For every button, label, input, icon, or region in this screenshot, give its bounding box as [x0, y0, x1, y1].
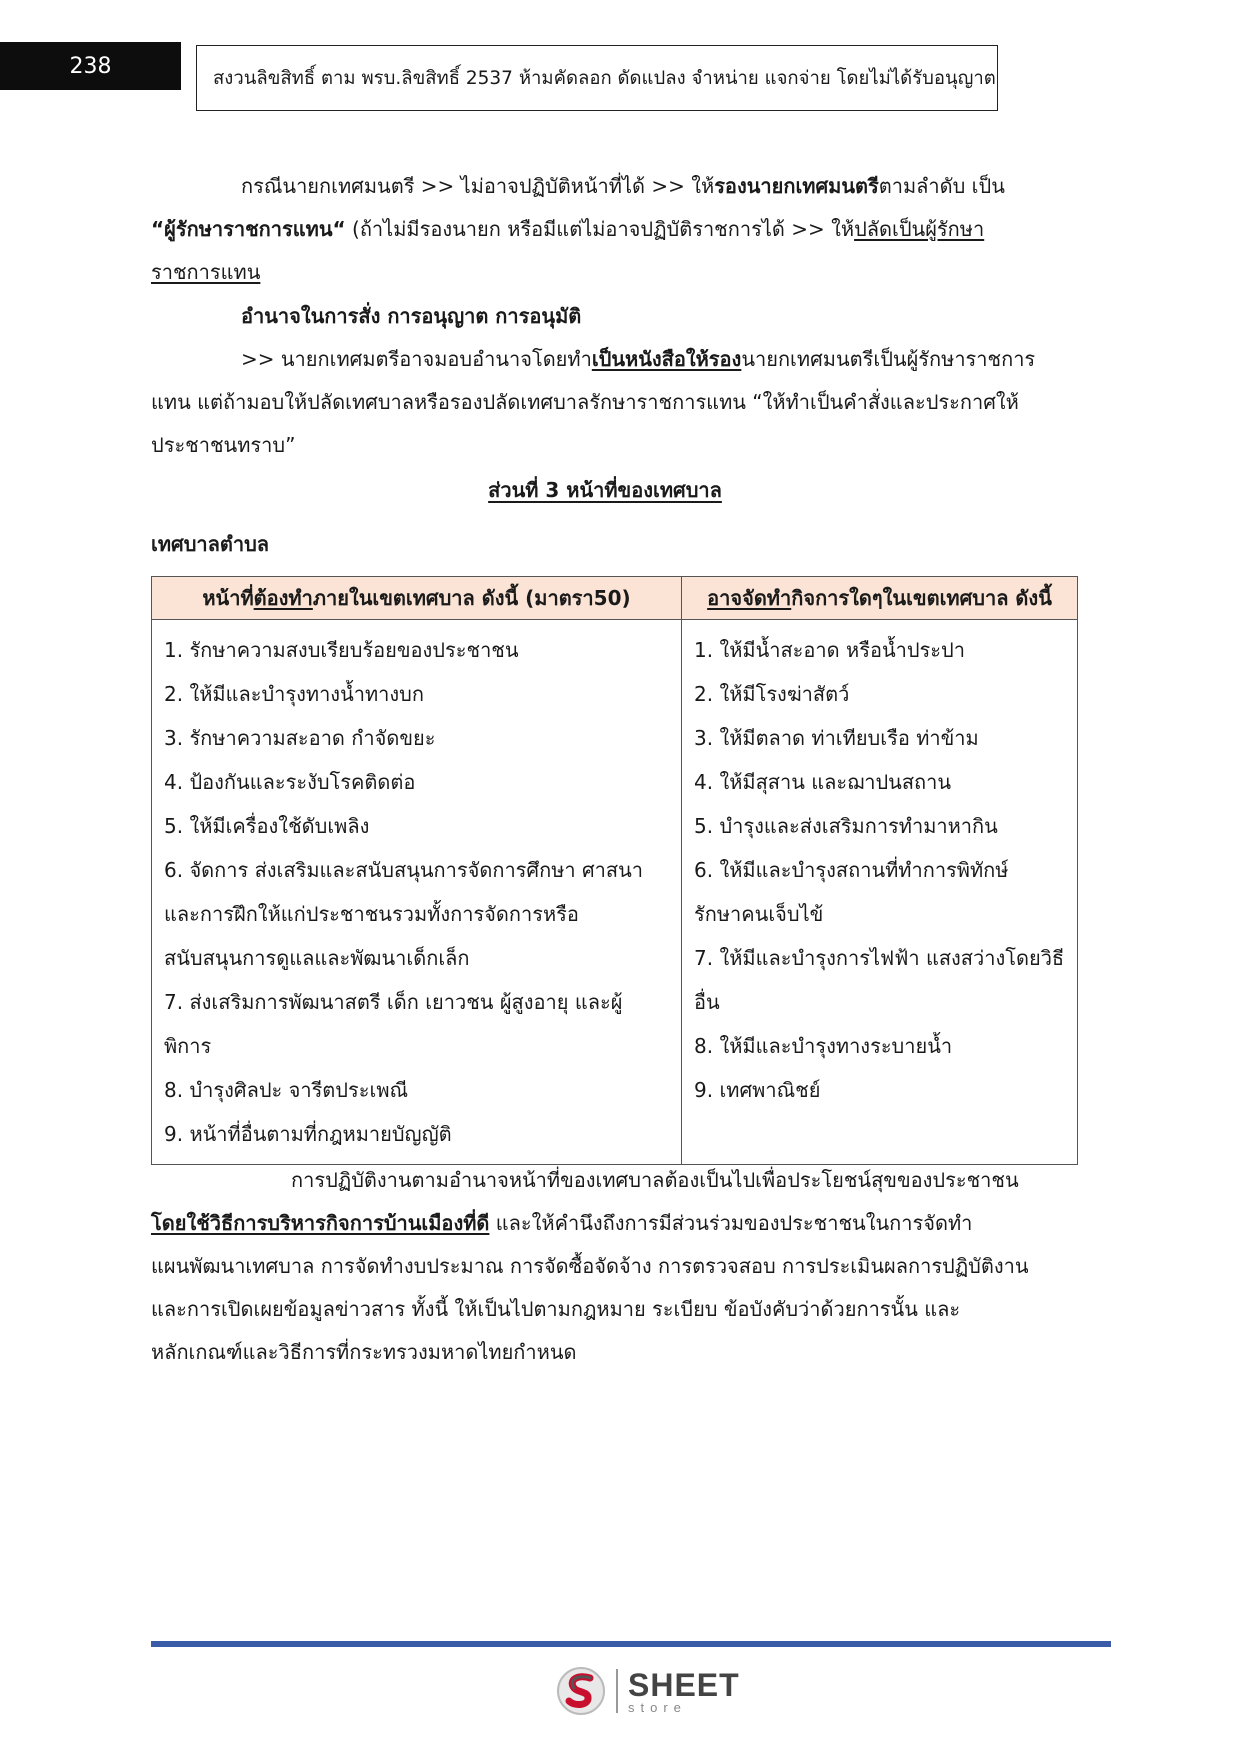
- list-item: 4. ป้องกันและระงับโรคติดต่อ: [164, 770, 416, 794]
- list-item: 6. จัดการ ส่งเสริมและสนับสนุนการจัดการศึกษา ศาสนา: [164, 858, 644, 882]
- list-item: 8. บำรุงศิลปะ จารีตประเพณี: [164, 1078, 409, 1102]
- copyright-text: สงวนลิขสิทธิ์ ตาม พรบ.ลิขสิทธิ์ 2537 ห้ามคัดลอก ดัดแปลง จำหน่าย แจกจ่าย โดยไม่ได้รับอนุญาต: [213, 67, 996, 89]
- list-item: 3. รักษาความสะอาด กำจัดขยะ: [164, 726, 436, 750]
- section-title: ส่วนที่ 3 หน้าที่ของเทศบาล: [488, 478, 722, 502]
- table-row: [152, 620, 1078, 1165]
- footer-divider: [151, 1641, 1111, 1647]
- header-text: ภายในเขตเทศบาล ดังนี้ (มาตรา50): [312, 586, 631, 610]
- list-item: อื่น: [694, 990, 720, 1014]
- list-item: 7. ส่งเสริมการพัฒนาสตรี เด็ก เยาวชน ผู้สูงอายุ และผู้: [164, 990, 623, 1014]
- logo-separator: [616, 1669, 618, 1713]
- mandatory-duties-cell: [152, 620, 682, 1165]
- page-number: 238: [0, 42, 181, 90]
- closing-line-4: และการเปิดเผยข้อมูลข่าวสาร ทั้งนี้ ให้เป็นไปตามกฎหมาย ระเบียบ ข้อบังคับว่าด้วยการนั้น และ: [151, 1297, 961, 1321]
- intro-underlined: ปลัดเป็นผู้รักษา: [854, 217, 985, 241]
- closing-line-2: [151, 1207, 972, 1239]
- header-underlined: ต้องทำ: [253, 586, 313, 610]
- intro-line-1: [241, 170, 1005, 202]
- intro-text: กรณีนายกเทศมนตรี >> ไม่อาจปฏิบัติหน้าที่ได้ >> ให้: [241, 174, 715, 198]
- list-item: พิการ: [164, 1034, 212, 1058]
- logo-sub-text: store: [628, 1699, 687, 1715]
- list-item: 5. ให้มีเครื่องใช้ดับเพลิง: [164, 814, 370, 838]
- list-item: 7. ให้มีและบำรุงการไฟฟ้า แสงสว่างโดยวิธี: [694, 946, 1065, 970]
- table-header-row: [152, 577, 1078, 620]
- header-text: กิจการใดๆในเขตเทศบาล ดังนี้: [791, 586, 1052, 610]
- list-item: 2. ให้มีโรงฆ่าสัตว์: [694, 682, 850, 706]
- authority-bold-underlined: เป็นหนังสือให้รอง: [591, 347, 742, 371]
- authority-line-3: ประชาชนทราบ”: [151, 433, 296, 457]
- intro-text: (ถ้าไม่มีรองนายก หรือมีแต่ไม่อาจปฏิบัติราชการได้ >> ให้: [345, 217, 855, 241]
- intro-line-2: [151, 213, 984, 245]
- list-item: 4. ให้มีสุสาน และฌาปนสถาน: [694, 770, 952, 794]
- authority-heading: [241, 300, 581, 332]
- intro-line-3: [151, 256, 260, 288]
- closing-line-1: การปฏิบัติงานตามอำนาจหน้าที่ของเทศบาลต้องเป็นไปเพื่อประโยชน์สุขของประชาชน: [291, 1168, 1019, 1192]
- subheading-text: เทศบาลตำบล: [151, 532, 270, 556]
- closing-line-3: แผนพัฒนาเทศบาล การจัดทำงบประมาณ การจัดซื้อจัดจ้าง การตรวจสอบ การประเมินผลการปฏิบัติงาน: [151, 1254, 1029, 1278]
- left-column-header: [152, 577, 682, 620]
- header-text: หน้าที่: [202, 586, 254, 610]
- closing-bold-underlined: โดยใช้วิธีการบริหารกิจการบ้านเมืองที่ดี: [151, 1211, 490, 1235]
- logo-main-text: SHEET: [628, 1666, 740, 1703]
- duties-table: [151, 576, 1078, 1165]
- list-item: และการฝึกให้แก่ประชาชนรวมทั้งการจัดการหรือ: [164, 902, 579, 926]
- authority-heading-text: อำนาจในการสั่ง การอนุญาต การอนุมัติ: [241, 304, 582, 328]
- header-underlined: อาจจัดทำ: [707, 586, 792, 610]
- copyright-notice: [196, 45, 998, 111]
- logo-wordmark: [628, 1666, 740, 1715]
- logo-s-icon: [556, 1664, 606, 1718]
- subheading: [151, 528, 269, 560]
- list-item: 8. ให้มีและบำรุงทางระบายน้ำ: [694, 1034, 953, 1058]
- closing-text: และให้คำนึงถึงการมีส่วนร่วมของประชาชนในการจัดทำ: [489, 1211, 973, 1235]
- list-item: 1. ให้มีน้ำสะอาด หรือน้ำประปา: [694, 638, 965, 662]
- intro-bold-acting: “ผู้รักษาราชการแทน“: [151, 217, 346, 241]
- list-item: 9. เทศพาณิชย์: [694, 1078, 821, 1102]
- list-item: 3. ให้มีตลาด ท่าเทียบเรือ ท่าข้าม: [694, 726, 979, 750]
- right-column-header: [682, 577, 1078, 620]
- closing-line-5: หลักเกณฑ์และวิธีการที่กระทรวงมหาดไทยกำหนด: [151, 1340, 577, 1364]
- list-item: รักษาคนเจ็บไข้: [694, 902, 824, 926]
- list-item: 1. รักษาความสงบเรียบร้อยของประชาชน: [164, 638, 519, 662]
- authority-text: นายกเทศมนตรีเป็นผู้รักษาราชการ: [741, 347, 1036, 371]
- sheet-store-logo: [556, 1664, 740, 1718]
- optional-duties-cell: [682, 620, 1078, 1165]
- list-item: สนับสนุนการดูแลและพัฒนาเด็กเล็ก: [164, 946, 470, 970]
- intro-text: ตามลำดับ เป็น: [878, 174, 1005, 198]
- list-item: 2. ให้มีและบำรุงทางน้ำทางบก: [164, 682, 424, 706]
- intro-bold-deputy: รองนายกเทศมนตรี: [714, 174, 879, 198]
- intro-underlined: ราชการแทน: [151, 260, 261, 284]
- list-item: 9. หน้าที่อื่นตามที่กฎหมายบัญญัติ: [164, 1122, 452, 1146]
- list-item: 5. บำรุงและส่งเสริมการทำมาหากิน: [694, 814, 998, 838]
- authority-text: >> นายกเทศมตรีอาจมอบอำนาจโดยทำ: [241, 347, 592, 371]
- authority-line-2: แทน แต่ถ้ามอบให้ปลัดเทศบาลหรือรองปลัดเทศบาลรักษาราชการแทน “ให้ทำเป็นคำสั่งและประกาศให้: [151, 390, 1019, 414]
- authority-line-1: [241, 343, 1035, 375]
- list-item: 6. ให้มีและบำรุงสถานที่ทำการพิทักษ์: [694, 858, 1009, 882]
